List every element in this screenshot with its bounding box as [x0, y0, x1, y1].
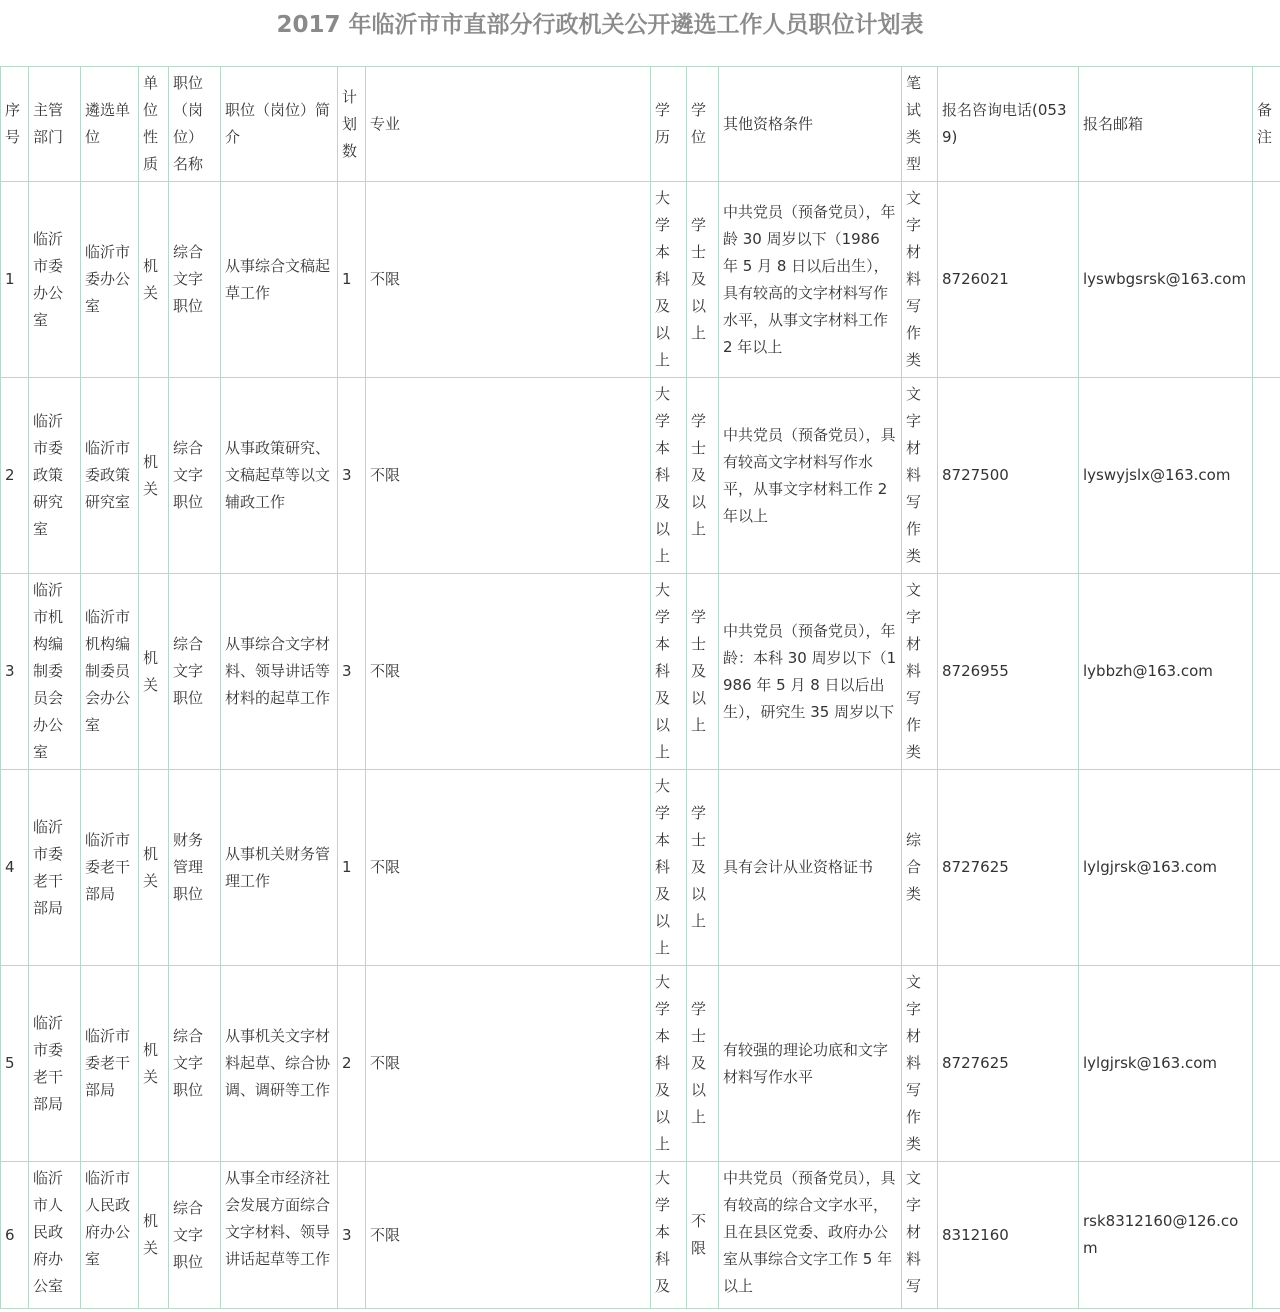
header-other: 其他资格条件	[719, 67, 902, 182]
cell-position: 综合文字职位	[169, 378, 221, 574]
cell-nature: 机关	[139, 966, 169, 1162]
header-exam: 笔试类型	[902, 67, 938, 182]
cell-count: 3	[338, 574, 366, 770]
cell-nature: 机关	[139, 182, 169, 378]
cell-seq: 2	[1, 378, 29, 574]
table-row	[1, 182, 1280, 378]
cell-seq: 4	[1, 770, 29, 966]
cell-position: 综合文字职位	[169, 182, 221, 378]
cell-dept: 临沂市人民政府办公室	[29, 1162, 81, 1309]
cell-exam: 文字材料写	[902, 1162, 938, 1309]
cell-seq: 1	[1, 182, 29, 378]
header-phone: 报名咨询电话(0539)	[938, 67, 1079, 182]
cell-degree: 学士及以上	[687, 574, 719, 770]
cell-edu: 大学本科及	[651, 1162, 687, 1309]
table-row	[1, 378, 1280, 574]
header-intro: 职位（岗位）简介	[221, 67, 338, 182]
cell-count: 3	[338, 1162, 366, 1309]
cell-phone: 8726955	[938, 574, 1079, 770]
cell-major: 不限	[366, 770, 651, 966]
cell-major: 不限	[366, 1162, 651, 1309]
cell-edu: 大学本科及以上	[651, 574, 687, 770]
cell-email[interactable]: lylgjrsk@163.com	[1079, 966, 1253, 1162]
cell-dept: 临沂市委老干部局	[29, 770, 81, 966]
cell-unit: 临沂市人民政府办公室	[81, 1162, 139, 1309]
cell-note	[1253, 182, 1280, 378]
cell-intro: 从事全市经济社会发展方面综合文字材料、领导讲话起草等工作	[221, 1162, 338, 1309]
cell-note	[1253, 1162, 1280, 1309]
cell-exam: 文字材料写作类	[902, 966, 938, 1162]
cell-phone: 8727500	[938, 378, 1079, 574]
cell-unit: 临沂市委老干部局	[81, 770, 139, 966]
cell-position: 综合文字职位	[169, 966, 221, 1162]
cell-intro: 从事政策研究、文稿起草等以文辅政工作	[221, 378, 338, 574]
table-row	[1, 574, 1280, 770]
cell-intro: 从事机关文字材料起草、综合协调、调研等工作	[221, 966, 338, 1162]
cell-dept: 临沂市机构编制委员会办公室	[29, 574, 81, 770]
header-email: 报名邮箱	[1079, 67, 1253, 182]
cell-edu: 大学本科及以上	[651, 378, 687, 574]
cell-nature: 机关	[139, 378, 169, 574]
cell-other: 具有会计从业资格证书	[719, 770, 902, 966]
cell-phone: 8312160	[938, 1162, 1079, 1309]
cell-count: 1	[338, 770, 366, 966]
cell-nature: 机关	[139, 574, 169, 770]
cell-note	[1253, 770, 1280, 966]
cell-email[interactable]: lyswbgsrsk@163.com	[1079, 182, 1253, 378]
cell-other: 中共党员（预备党员），年龄 30 周岁以下（1986 年 5 月 8 日以后出生），具有较高的文字材料写作水平，从事文字材料工作 2 年以上	[719, 182, 902, 378]
cell-degree: 学士及以上	[687, 966, 719, 1162]
cell-other: 中共党员（预备党员），年龄：本科 30 周岁以下（1986 年 5 月 8 日以后出生），研究生 35 周岁以下	[719, 574, 902, 770]
cell-degree: 不限	[687, 1162, 719, 1309]
header-note: 备注	[1253, 67, 1280, 182]
cell-unit: 临沂市委办公室	[81, 182, 139, 378]
cell-other: 中共党员（预备党员），具有较高的综合文字水平，且在县区党委、政府办公室从事综合文字工作 5 年以上	[719, 1162, 902, 1309]
cell-nature: 机关	[139, 1162, 169, 1309]
cell-seq: 3	[1, 574, 29, 770]
cell-position: 财务管理职位	[169, 770, 221, 966]
cell-dept: 临沂市委办公室	[29, 182, 81, 378]
cell-other: 有较强的理论功底和文字材料写作水平	[719, 966, 902, 1162]
cell-edu: 大学本科及以上	[651, 966, 687, 1162]
cell-exam: 文字材料写作类	[902, 574, 938, 770]
cell-count: 3	[338, 378, 366, 574]
cell-major: 不限	[366, 966, 651, 1162]
cell-intro: 从事综合文稿起草工作	[221, 182, 338, 378]
cell-email: lybbzh@163.com	[1079, 574, 1253, 770]
cell-degree: 学士及以上	[687, 378, 719, 574]
cell-email: lylgjrsk@163.com	[1079, 770, 1253, 966]
cell-nature: 机关	[139, 770, 169, 966]
header-dept: 主管部门	[29, 67, 81, 182]
header-edu: 学历	[651, 67, 687, 182]
cell-position: 综合文字职位	[169, 1162, 221, 1309]
cell-count: 1	[338, 182, 366, 378]
header-seq: 序号	[1, 67, 29, 182]
cell-dept: 临沂市委老干部局	[29, 966, 81, 1162]
header-nature: 单位性质	[139, 67, 169, 182]
cell-exam: 综合类	[902, 770, 938, 966]
cell-intro: 从事机关财务管理工作	[221, 770, 338, 966]
header-count: 计划数	[338, 67, 366, 182]
cell-unit: 临沂市机构编制委员会办公室	[81, 574, 139, 770]
cell-unit: 临沂市委老干部局	[81, 966, 139, 1162]
cell-major: 不限	[366, 574, 651, 770]
cell-edu: 大学本科及以上	[651, 770, 687, 966]
cell-degree: 学士及以上	[687, 182, 719, 378]
header-position: 职位（岗位）名称	[169, 67, 221, 182]
cell-phone: 8727625	[938, 770, 1079, 966]
cell-phone: 8727625	[938, 966, 1079, 1162]
header-row	[1, 67, 1280, 182]
cell-position: 综合文字职位	[169, 574, 221, 770]
cell-intro: 从事综合文字材料、领导讲话等材料的起草工作	[221, 574, 338, 770]
cell-note	[1253, 378, 1280, 574]
cell-note	[1253, 574, 1280, 770]
cell-exam: 文字材料写作类	[902, 182, 938, 378]
table-row	[1, 1162, 1280, 1309]
cell-seq: 5	[1, 966, 29, 1162]
page-title: 2017 年临沂市市直部分行政机关公开遴选工作人员职位计划表	[276, 12, 924, 38]
cell-degree: 学士及以上	[687, 770, 719, 966]
cell-exam: 文字材料写作类	[902, 378, 938, 574]
header-major: 专业	[366, 67, 651, 182]
table-row	[1, 966, 1280, 1162]
cell-seq: 6	[1, 1162, 29, 1309]
cell-email: lyswyjslx@163.com	[1079, 378, 1253, 574]
cell-dept: 临沂市委政策研究室	[29, 378, 81, 574]
cell-unit: 临沂市委政策研究室	[81, 378, 139, 574]
cell-phone: 8726021	[938, 182, 1079, 378]
position-plan-table	[0, 66, 1280, 1309]
cell-email[interactable]: rsk8312160@126.com	[1079, 1162, 1253, 1309]
table-row	[1, 770, 1280, 966]
cell-note	[1253, 966, 1280, 1162]
header-degree: 学位	[687, 67, 719, 182]
cell-major: 不限	[366, 182, 651, 378]
cell-major: 不限	[366, 378, 651, 574]
cell-other: 中共党员（预备党员），具有较高文字材料写作水平，从事文字材料工作 2 年以上	[719, 378, 902, 574]
cell-edu: 大学本科及以上	[651, 182, 687, 378]
header-unit: 遴选单位	[81, 67, 139, 182]
cell-count: 2	[338, 966, 366, 1162]
